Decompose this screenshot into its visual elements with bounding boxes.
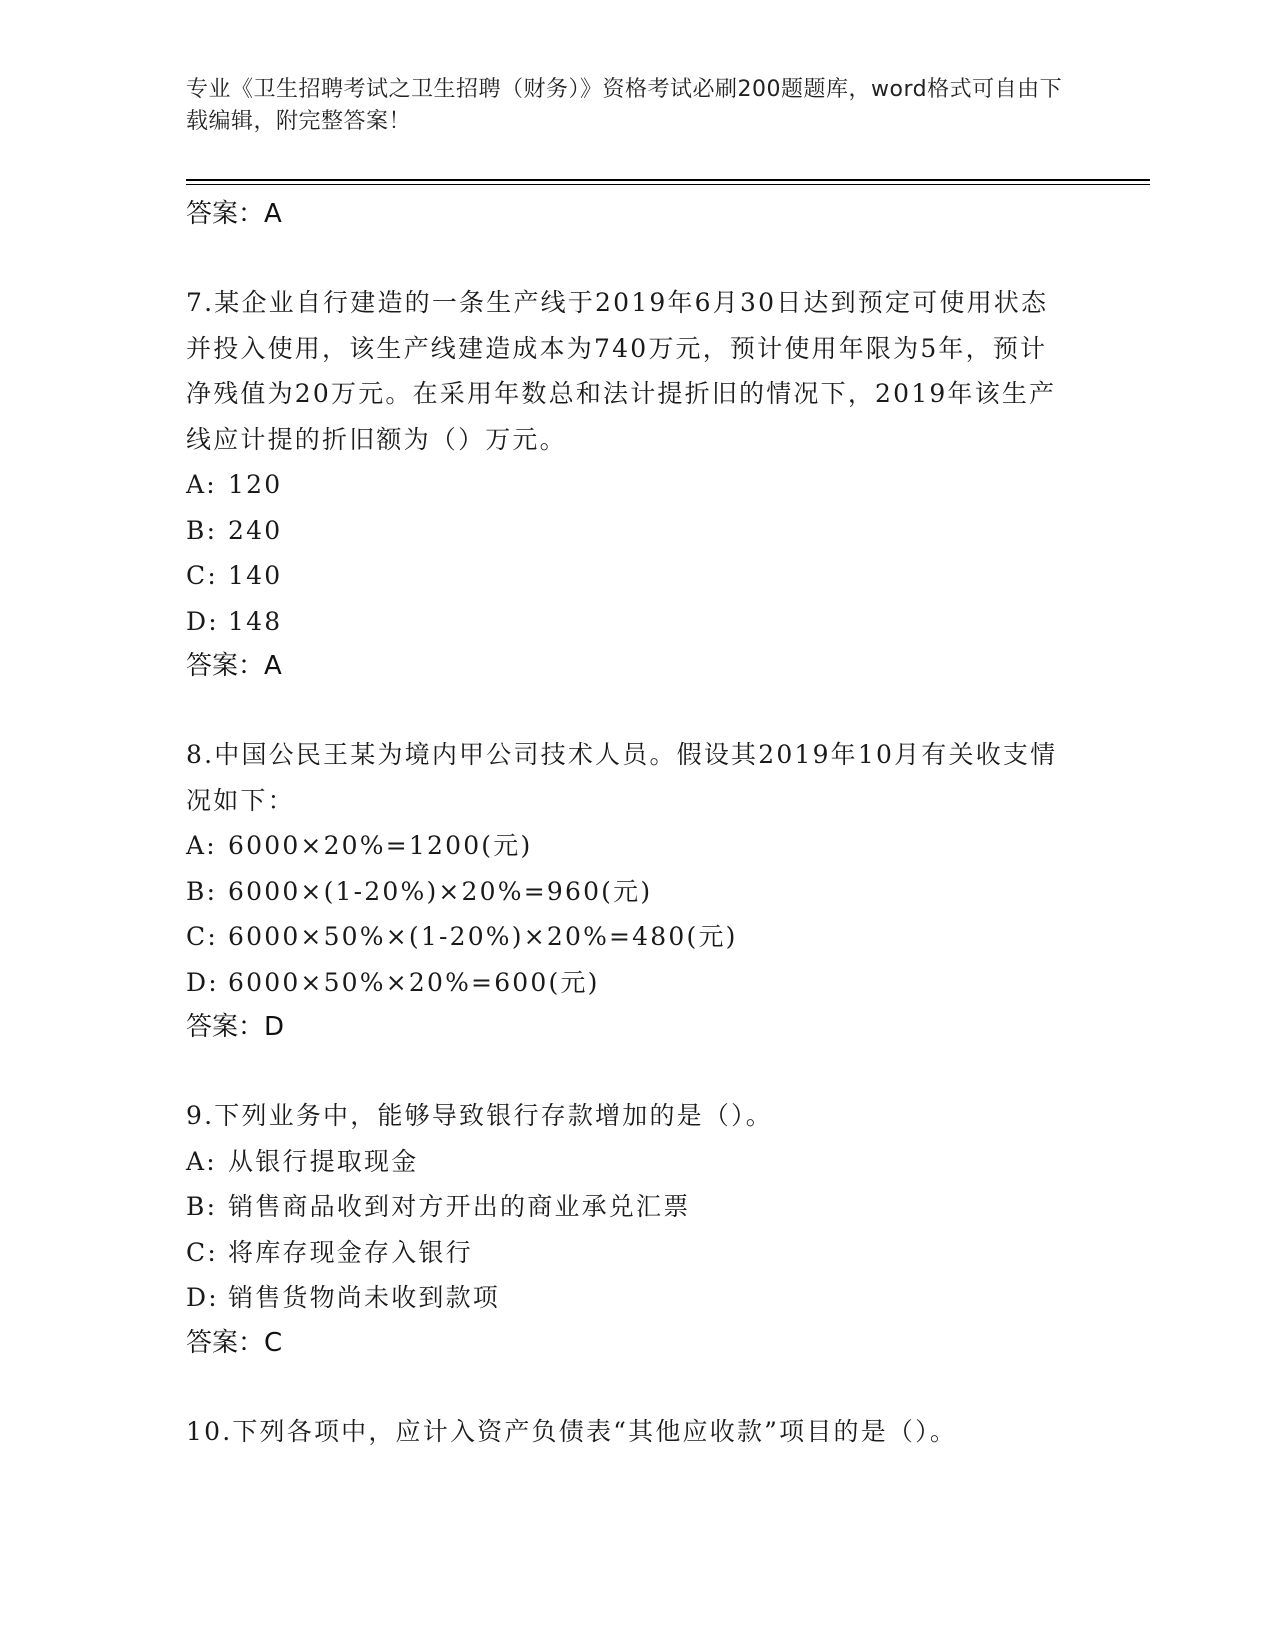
- answer-value: D: [264, 1012, 286, 1042]
- option-text: 6000×50%×20%=600(元): [228, 967, 600, 997]
- option-text: 6000×20%=1200(元): [228, 831, 533, 860]
- question-9: [186, 1093, 1066, 1365]
- option-c: [186, 914, 1066, 960]
- option-a: [186, 1139, 1066, 1185]
- option-a: [186, 462, 1066, 508]
- answer-value: A: [264, 199, 283, 229]
- page-header: 专业《卫生招聘考试之卫生招聘（财务）》资格考试必刷200题题库，word格式可自由下载编辑，附完整答案！: [186, 77, 1063, 134]
- option-letter: C:: [186, 561, 218, 590]
- question-stem: 7.某企业自行建造的一条生产线于2019年6月30日达到预定可使用状态并投入使用，该生产线建造成本为740万元，预计使用年限为5年，预计净残值为20万元。在采用年数总和法计提折旧的情况下，2019年该生产线应计提的折旧额为（）万元。: [186, 288, 1057, 454]
- option-letter: A:: [186, 470, 217, 499]
- answer-line: [186, 644, 1066, 688]
- option-letter: A:: [186, 1146, 217, 1176]
- option-letter: B:: [186, 515, 218, 545]
- question-stem: 8.中国公民王某为境内甲公司技术人员。假设其2019年10月有关收支情况如下：: [186, 740, 1058, 815]
- option-letter: B:: [186, 876, 218, 906]
- option-b: [186, 1184, 1066, 1230]
- option-text: 6000×50%×(1-20%)×20%=480(元): [228, 922, 738, 951]
- answer-label: 答案：: [186, 199, 265, 229]
- option-d: [186, 599, 1066, 645]
- question-7: [186, 280, 1066, 688]
- option-text: 销售商品收到对方开出的商业承兑汇票: [228, 1192, 691, 1221]
- option-c: [186, 553, 1066, 599]
- option-text: 将库存现金存入银行: [228, 1237, 473, 1267]
- option-d: [186, 960, 1066, 1006]
- option-letter: D:: [186, 606, 219, 636]
- option-d: [186, 1275, 1066, 1321]
- answer-label: 答案：: [186, 1012, 265, 1042]
- option-c: [186, 1230, 1066, 1276]
- option-text: 140: [228, 561, 283, 590]
- option-text: 240: [228, 515, 283, 545]
- question-stem: 9.下列业务中，能够导致银行存款增加的是（）。: [186, 1101, 773, 1130]
- option-text: 从银行提取现金: [228, 1146, 419, 1176]
- option-letter: D:: [186, 967, 219, 997]
- question-8: [186, 732, 1066, 1049]
- answer-line: [186, 1321, 1066, 1365]
- option-letter: C:: [186, 922, 218, 951]
- answer-label: 答案：: [186, 651, 265, 681]
- option-text: 148: [228, 606, 283, 636]
- document-body: [186, 192, 1066, 1454]
- option-letter: B:: [186, 1192, 218, 1221]
- option-text: 120: [228, 470, 283, 499]
- previous-answer: [186, 192, 1066, 236]
- answer-line: [186, 1005, 1066, 1049]
- question-stem: 10.下列各项中，应计入资产负债表“其他应收款”项目的是（）。: [186, 1416, 958, 1446]
- option-letter: A:: [186, 831, 217, 860]
- header-rule-thin: [186, 184, 1150, 185]
- option-text: 6000×(1-20%)×20%=960(元): [228, 876, 653, 906]
- question-10: [186, 1409, 1066, 1455]
- answer-value: C: [264, 1327, 284, 1358]
- option-letter: D:: [186, 1283, 219, 1312]
- option-b: [186, 508, 1066, 554]
- option-b: [186, 869, 1066, 915]
- option-text: 销售货物尚未收到款项: [228, 1283, 501, 1312]
- header-rule-thick: [186, 179, 1150, 181]
- option-letter: C:: [186, 1237, 218, 1267]
- answer-value: A: [264, 651, 283, 681]
- answer-label: 答案：: [186, 1327, 265, 1358]
- option-a: [186, 823, 1066, 869]
